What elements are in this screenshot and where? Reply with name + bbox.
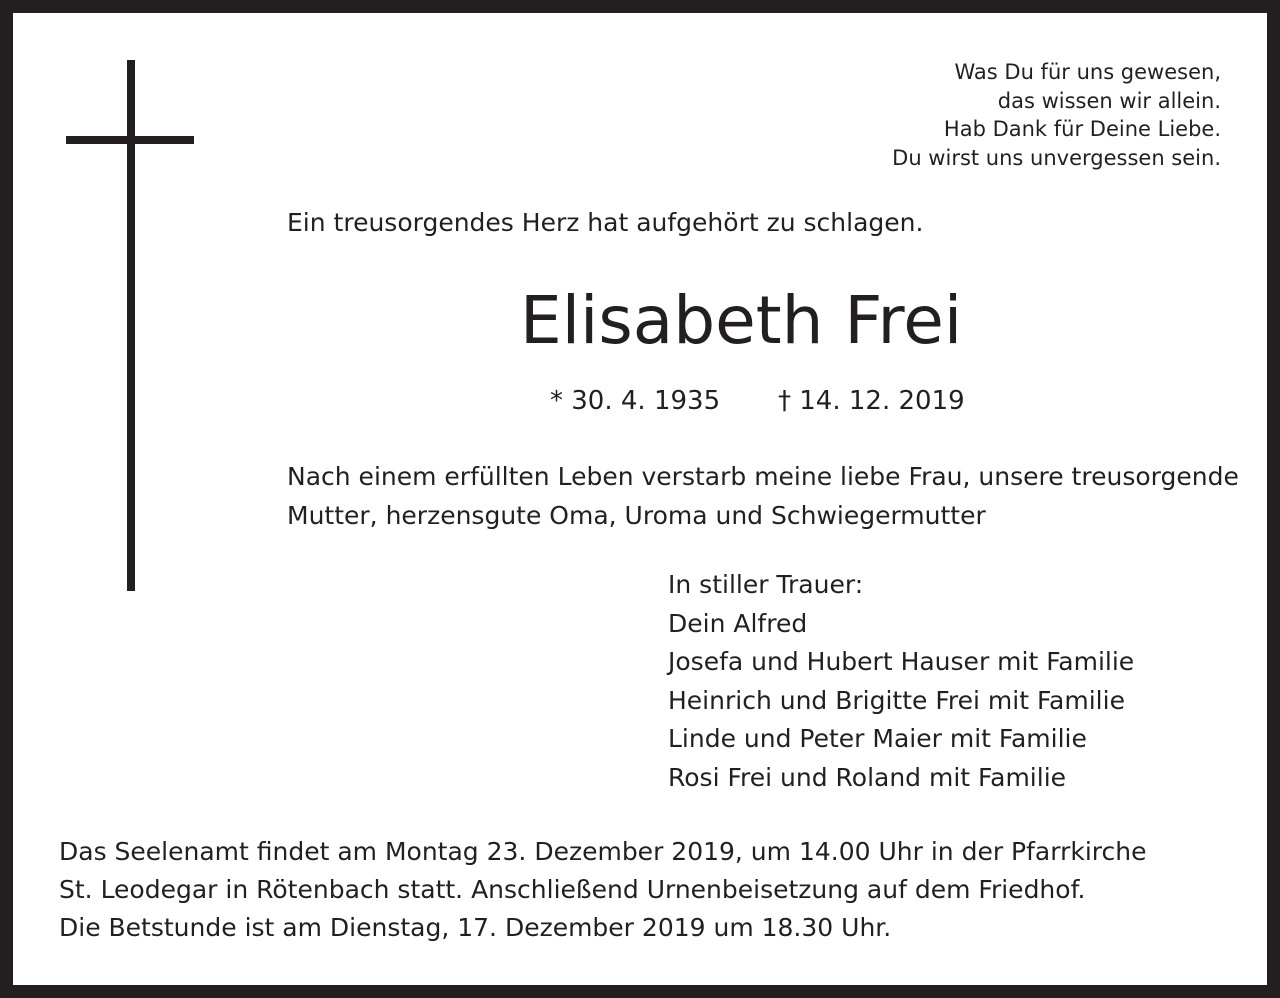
poem-line: das wissen wir allein.: [997, 88, 1221, 113]
mourners-heading: In stiller Trauer:: [668, 570, 864, 599]
footer-line: St. Leodegar in Rötenbach statt. Anschließend Urnenbeisetzung auf dem Friedhof.: [59, 875, 1086, 904]
mourner-name: Dein Alfred: [668, 608, 808, 638]
poem-line: Hab Dank für Deine Liebe.: [943, 117, 1221, 141]
paragraph-line: Nach einem erfüllten Leben verstarb meine liebe Frau, unsere treusorgende: [287, 462, 1239, 491]
mourner-name: Heinrich und Brigitte Frei mit Familie: [668, 685, 1125, 715]
mourners-list: [668, 566, 1134, 797]
mourner-name: Rosi Frei und Roland mit Familie: [668, 762, 1067, 792]
service-info: [59, 833, 1221, 947]
footer-line: Das Seelenamt findet am Montag 23. Dezember 2019, um 14.00 Uhr in der Pfarrkirche: [59, 837, 1147, 866]
poem-line: Was Du für uns gewesen,: [954, 60, 1221, 84]
intro-text: Ein treusorgendes Herz hat aufgehört zu schlagen.: [287, 208, 924, 237]
cross-icon-bar: [66, 136, 194, 144]
poem-line: Du wirst uns unvergessen sein.: [892, 145, 1221, 170]
poem: [801, 58, 1221, 172]
mourner-name: Josefa und Hubert Hauser mit Familie: [668, 647, 1135, 676]
mourner-name: Linde und Peter Maier mit Familie: [668, 724, 1087, 753]
deceased-name: Elisabeth Frei: [520, 282, 963, 359]
birth-date: * 30. 4. 1935: [550, 386, 721, 416]
footer-line: Die Betstunde ist am Dienstag, 17. Dezember 2019 um 18.30 Uhr.: [59, 913, 892, 942]
death-date: † 14. 12. 2019: [778, 386, 965, 416]
obituary-paragraph: [287, 457, 1239, 535]
paragraph-line: Mutter, herzensgute Oma, Uroma und Schwiegermutter: [287, 501, 986, 530]
